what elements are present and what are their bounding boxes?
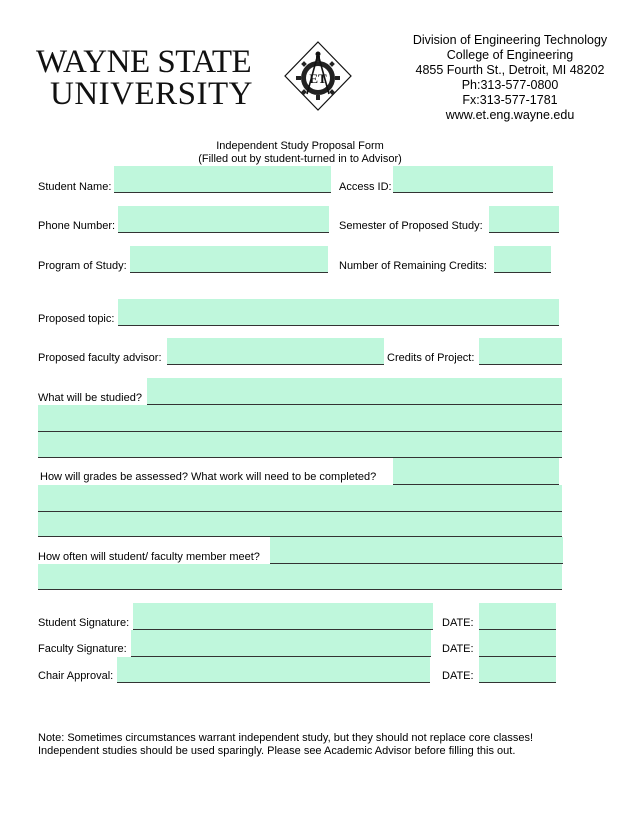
student-name-label: Student Name: <box>38 181 112 193</box>
phone-number-field[interactable] <box>118 206 329 232</box>
semester-label: Semester of Proposed Study: <box>339 220 483 232</box>
logo-line-1: WAYNE STATE <box>36 44 252 80</box>
semester-field[interactable] <box>489 206 559 232</box>
access-id-underline <box>393 192 553 193</box>
faculty-advisor-label: Proposed faculty advisor: <box>38 352 162 364</box>
grades-assessed-field-1[interactable] <box>393 458 559 484</box>
form-title-block <box>150 140 450 166</box>
meeting-frequency-field-2[interactable] <box>38 564 562 589</box>
faculty-advisor-underline <box>167 364 384 365</box>
meeting-frequency-label: How often will student/ faculty member meet? <box>38 551 260 563</box>
contact-college: College of Engineering <box>446 48 574 62</box>
form-subtitle: (Filled out by student-turned in to Advisor) <box>198 153 402 165</box>
grades-assessed-field-2[interactable] <box>38 485 562 511</box>
logo-line-2: UNIVERSITY <box>50 76 253 112</box>
student-name-field[interactable] <box>114 166 331 192</box>
chair-date-field[interactable] <box>479 657 556 682</box>
footer-note <box>38 732 618 758</box>
chair-approval-underline <box>117 682 430 683</box>
credits-of-project-underline <box>479 364 562 365</box>
form-title: Independent Study Proposal Form <box>216 140 384 152</box>
student-signature-label: Student Signature: <box>38 617 130 629</box>
chair-approval-label: Chair Approval: <box>38 670 114 682</box>
student-name-underline <box>114 192 331 193</box>
contact-fax: Fx:313-577-1781 <box>462 93 558 107</box>
remaining-credits-field[interactable] <box>494 246 551 272</box>
meeting-frequency-underline-2 <box>38 589 562 590</box>
proposed-topic-field[interactable] <box>118 299 559 325</box>
contact-phone: Ph:313-577-0800 <box>461 78 559 92</box>
credits-of-project-field[interactable] <box>479 338 562 364</box>
phone-number-underline <box>118 232 329 233</box>
what-studied-label: What will be studied? <box>38 392 142 404</box>
student-date-label: DATE: <box>442 617 474 629</box>
phone-number-label: Phone Number: <box>38 220 116 232</box>
chair-approval-field[interactable] <box>117 657 430 682</box>
faculty-date-label: DATE: <box>442 643 474 655</box>
grades-assessed-field-3[interactable] <box>38 512 562 536</box>
program-of-study-underline <box>130 272 328 273</box>
proposed-topic-label: Proposed topic: <box>38 313 115 325</box>
faculty-advisor-field[interactable] <box>167 338 384 364</box>
faculty-date-field[interactable] <box>479 630 556 656</box>
note-line-2: Independent studies should be used sparingly. Please see Academic Advisor before filling this out. <box>38 745 516 757</box>
what-studied-field-1[interactable] <box>147 378 562 404</box>
what-studied-field-3[interactable] <box>38 432 562 457</box>
engineering-technology-emblem-icon <box>283 40 353 112</box>
grades-assessed-label: How will grades be assessed? What work will need to be completed? <box>40 471 377 483</box>
wayne-state-logo <box>36 44 253 112</box>
program-of-study-field[interactable] <box>130 246 328 272</box>
student-date-field[interactable] <box>479 603 556 629</box>
meeting-frequency-field-1[interactable] <box>270 537 563 563</box>
emblem-text: ET <box>309 71 327 86</box>
what-studied-field-2[interactable] <box>38 405 562 431</box>
contact-address: 4855 Fourth St., Detroit, MI 48202 <box>415 63 605 77</box>
credits-of-project-label: Credits of Project: <box>387 352 475 364</box>
chair-date-underline <box>479 682 556 683</box>
student-signature-field[interactable] <box>133 603 433 629</box>
proposed-topic-underline <box>118 325 559 326</box>
remaining-credits-underline <box>494 272 551 273</box>
contact-website: www.et.eng.wayne.edu <box>445 108 575 122</box>
program-of-study-label: Program of Study: <box>38 260 127 272</box>
semester-underline <box>489 232 559 233</box>
access-id-label: Access ID: <box>339 181 392 193</box>
note-line-1: Note: Sometimes circumstances warrant independent study, but they should not replace core classes! <box>38 732 534 744</box>
remaining-credits-label: Number of Remaining Credits: <box>339 260 487 272</box>
chair-date-label: DATE: <box>442 670 474 682</box>
access-id-field[interactable] <box>393 166 553 192</box>
contact-block <box>390 33 630 123</box>
contact-division: Division of Engineering Technology <box>412 33 608 47</box>
faculty-signature-field[interactable] <box>131 630 431 656</box>
faculty-signature-label: Faculty Signature: <box>38 643 127 655</box>
